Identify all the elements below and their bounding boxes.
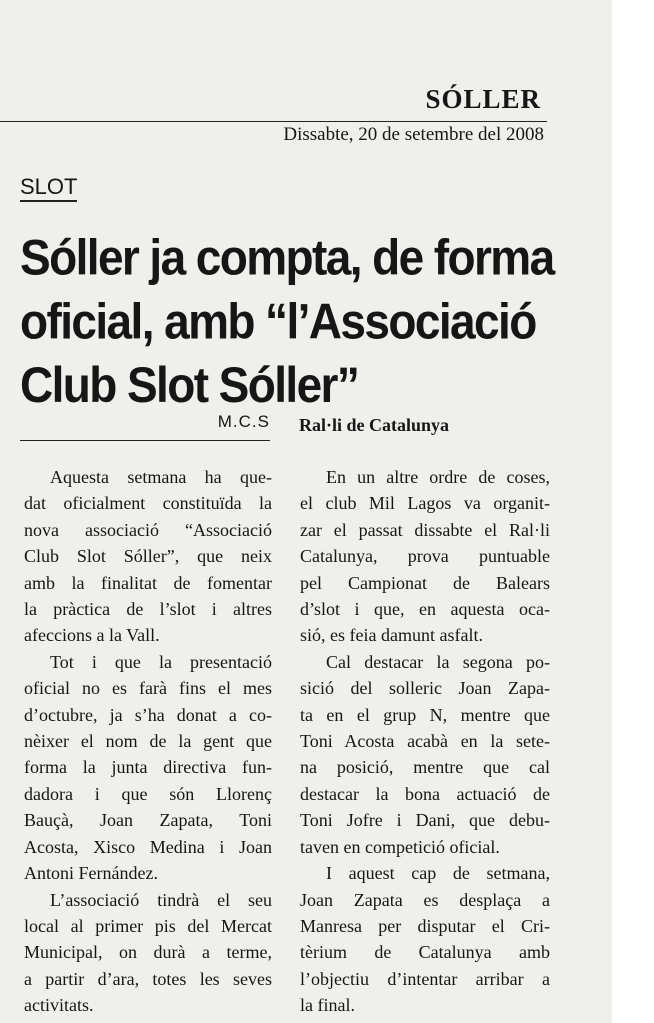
text-line: forma la junta directiva fun- [24, 757, 272, 778]
masthead-rule [0, 121, 547, 122]
section-label: SLOT [20, 174, 77, 202]
text-line: sió, es feia damunt asfalt. [300, 625, 483, 646]
text-line: taven en competició oficial. [300, 836, 500, 857]
text-line: Cal destacar la segona po- [326, 651, 550, 672]
text-line: I aquest cap de setmana, [326, 863, 550, 884]
text-line: Joan Zapata es desplaça a [300, 889, 550, 910]
text-line: destacar la bona actuació de [300, 783, 550, 804]
paragraph [300, 464, 550, 649]
text-line: Aquesta setmana ha que- [50, 467, 272, 487]
byline: M.C.S [20, 412, 270, 441]
paragraph [24, 649, 272, 887]
text-line: nèixer el nom de la gent que [24, 731, 272, 752]
text-line: l’objectiu d’intentar arribar a [300, 968, 550, 989]
text-line: Municipal, on durà a terme, [24, 942, 272, 963]
right-column [300, 464, 550, 1019]
text-line: local al primer pis del Mercat [24, 915, 272, 936]
text-line: Toni Jofre i Dani, que debu- [300, 810, 550, 831]
text-line: na posició, mentre que cal [300, 757, 550, 778]
text-line: Acosta, Xisco Medina i Joan [24, 836, 272, 857]
text-line: d’octubre, ja s’ha donat a co- [24, 704, 272, 725]
text-line: Antoni Fernández. [24, 863, 158, 884]
text-line: Tot i que la presentació [50, 651, 272, 672]
text-line: dat oficialment constituïda la [24, 493, 272, 514]
scan-margin [612, 0, 654, 1023]
text-line: En un altre ordre de coses, [326, 467, 550, 487]
dateline: Dissabte, 20 de setembre del 2008 [283, 124, 544, 145]
text-line: L’associació tindrà el seu [50, 889, 272, 910]
text-line: Manresa per disputar el Cri- [300, 915, 550, 936]
text-line: ta en el grup N, mentre que [300, 704, 550, 725]
text-line: sició del solleric Joan Zapa- [300, 678, 550, 699]
text-line: zar el passat dissabte el Ral·li [300, 519, 550, 540]
text-line: d’slot i que, en aquesta oca- [300, 599, 550, 620]
text-line: Toni Acosta acabà en la sete- [300, 731, 550, 752]
text-line: la final. [300, 995, 355, 1016]
headline-line: Sóller ja compta, de forma [20, 229, 554, 286]
text-line: Catalunya, prova puntuable [300, 546, 550, 567]
paragraph [24, 887, 272, 1019]
text-line: tèrium de Catalunya amb [300, 942, 550, 963]
text-line: afeccions a la Vall. [24, 625, 160, 646]
subhead: Ral·li de Catalunya [299, 415, 450, 435]
text-line: la pràctica de l’slot i altres [24, 599, 272, 620]
text-line: activitats. [24, 995, 94, 1016]
text-line: el club Mil Lagos va organit- [300, 493, 550, 514]
headline-line: Club Slot Sóller” [20, 356, 359, 413]
text-line: Club Slot Sóller”, que neix [24, 546, 272, 567]
paragraph [24, 464, 272, 649]
masthead: SÓLLER [425, 84, 541, 114]
text-line: pel Campionat de Balears [300, 572, 550, 593]
text-line: oficial no es farà fins el mes [24, 678, 272, 699]
headline [20, 226, 560, 417]
text-line: a partir d’ara, totes les seves [24, 968, 272, 989]
text-line: dadora i que són Llorenç [24, 783, 272, 804]
text-line: amb la finalitat de fomentar [24, 572, 272, 593]
paragraph [300, 649, 550, 860]
left-column [24, 464, 272, 1019]
next-article-bleed [80, 1012, 240, 1023]
paragraph [300, 860, 550, 1018]
headline-line: oficial, amb “l’Associació [20, 292, 536, 350]
text-line: nova associació “Associació [24, 519, 272, 540]
text-line: Bauçà, Joan Zapata, Toni [24, 810, 272, 831]
